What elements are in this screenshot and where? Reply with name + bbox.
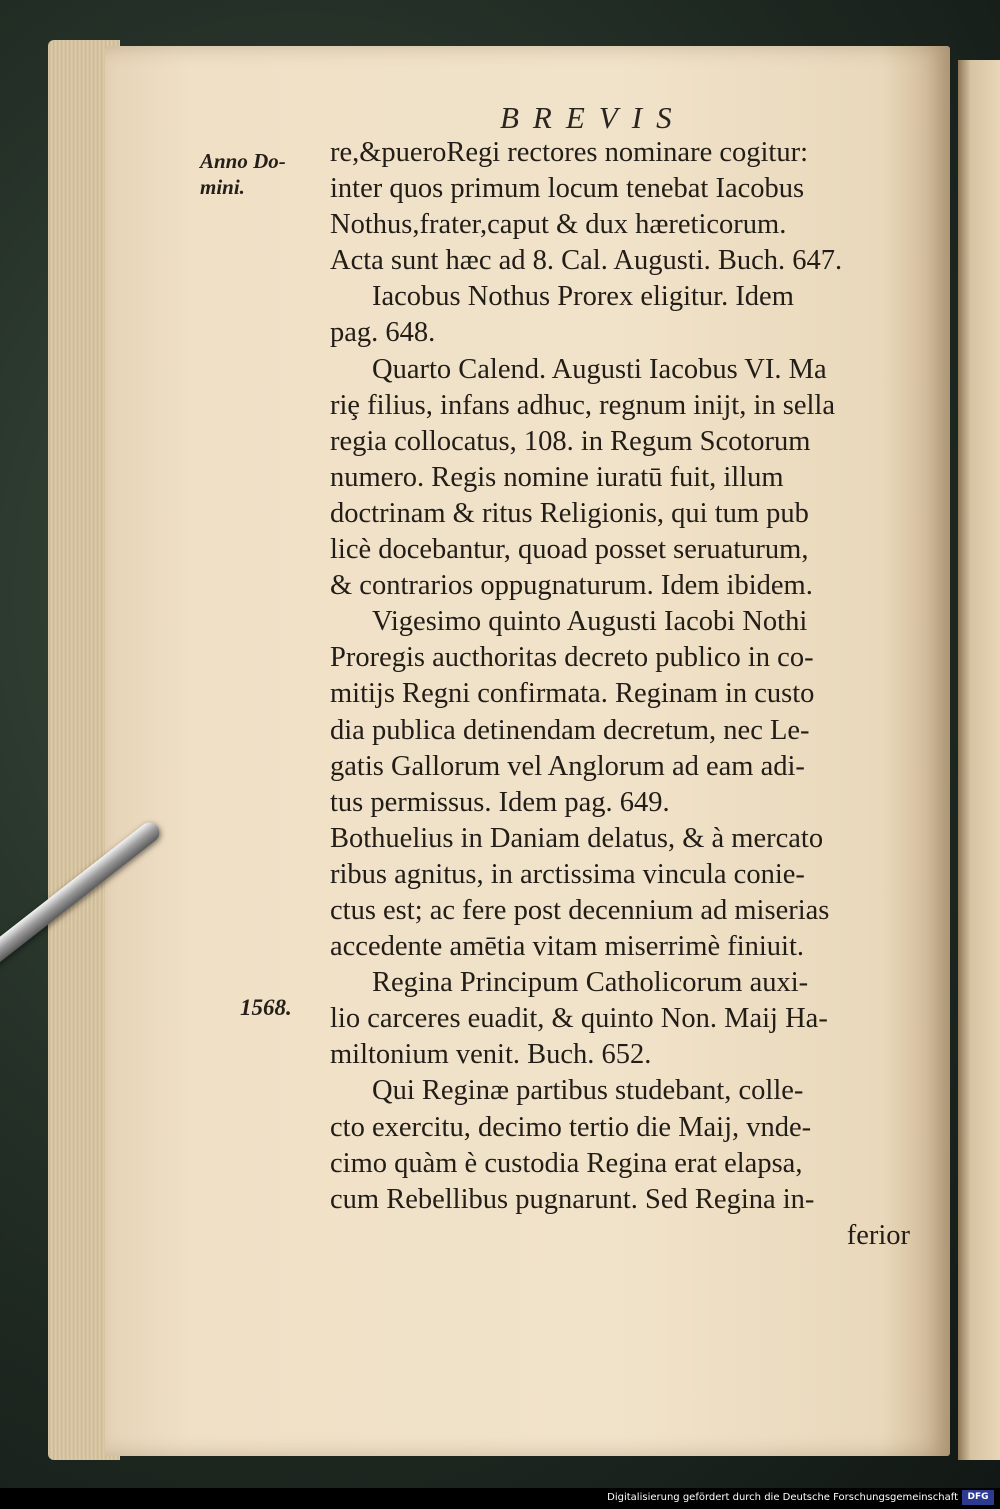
text-line: gatis Gallorum vel Anglorum ad eam adi- bbox=[330, 750, 805, 782]
margin-note-anno-domini bbox=[200, 148, 286, 200]
text-line: inter quos primum locum tenebat Iacobus bbox=[330, 173, 805, 205]
digitization-credit: Digitalisierung gefördert durch die Deutsche Forschungsgemeinschaft bbox=[607, 1492, 958, 1503]
margin-note-year: 1568. bbox=[240, 995, 292, 1020]
margin-note-line: Anno Do- bbox=[200, 149, 286, 173]
text-line: Proregis aucthoritas decreto publico in co- bbox=[330, 642, 814, 674]
text-line: riȩ filius, infans adhuc, regnum inijt, in sella bbox=[330, 389, 835, 421]
text-line: regia collocatus, 108. in Regum Scotorum bbox=[330, 425, 811, 457]
text-line: lio carceres euadit, & quinto Non. Maij Ha- bbox=[330, 1003, 828, 1035]
text-line: ctus est; ac fere post decennium ad miserias bbox=[330, 894, 830, 926]
text-line: licè docebantur, quoad posset seruaturum, bbox=[330, 534, 809, 566]
margin-note-line: mini. bbox=[200, 175, 245, 199]
text-line: cum Rebellibus pugnarunt. Sed Regina in- bbox=[330, 1183, 815, 1215]
facing-page-edge bbox=[958, 60, 1000, 1460]
text-line: tus permissus. Idem pag. 649. bbox=[330, 786, 670, 818]
body-text bbox=[330, 135, 910, 1254]
text-line: ribus agnitus, in arctissima vincula conie- bbox=[330, 858, 805, 890]
text-line: dia publica detinendam decretum, nec Le- bbox=[330, 714, 810, 746]
text-line: Quarto Calend. Augusti Iacobus VI. Ma bbox=[372, 353, 827, 385]
text-line: Nothus,frater,caput & dux hæreticorum. bbox=[330, 209, 787, 241]
text-line: Qui Reginæ partibus studebant, colle- bbox=[372, 1075, 804, 1107]
text-line: mitijs Regni confirmata. Reginam in custo bbox=[330, 678, 815, 710]
text-line: Iacobus Nothus Prorex eligitur. Idem bbox=[372, 281, 794, 313]
text-line: numero. Regis nomine iuratū fuit, illum bbox=[330, 461, 784, 493]
text-line: accedente amētia vitam miserrimè finiuit. bbox=[330, 931, 805, 963]
text-line: cimo quàm è custodia Regina erat elapsa, bbox=[330, 1147, 803, 1179]
text-line: Acta sunt hæc ad 8. Cal. Augusti. Buch. 647. bbox=[330, 245, 843, 277]
text-line: Vigesimo quinto Augusti Iacobi Nothi bbox=[372, 606, 808, 638]
text-line-catchword: ferior bbox=[846, 1219, 910, 1251]
text-line: pag. 648. bbox=[330, 317, 436, 349]
text-line: miltonium venit. Buch. 652. bbox=[330, 1039, 652, 1071]
dfg-logo: DFG bbox=[962, 1490, 994, 1505]
text-line: & contrarios oppugnaturum. Idem ibidem. bbox=[330, 570, 813, 602]
text-line: re,&pueroRegi rectores nominare cogitur: bbox=[330, 137, 808, 168]
running-header: BREVIS bbox=[500, 100, 686, 135]
text-line: doctrinam & ritus Religionis, qui tum pub bbox=[330, 497, 809, 529]
text-line: Regina Principum Catholicorum auxi- bbox=[372, 967, 809, 999]
text-line: Bothuelius in Daniam delatus, & à mercato bbox=[330, 822, 824, 854]
text-line: cto exercitu, decimo tertio die Maij, vnde- bbox=[330, 1111, 812, 1143]
